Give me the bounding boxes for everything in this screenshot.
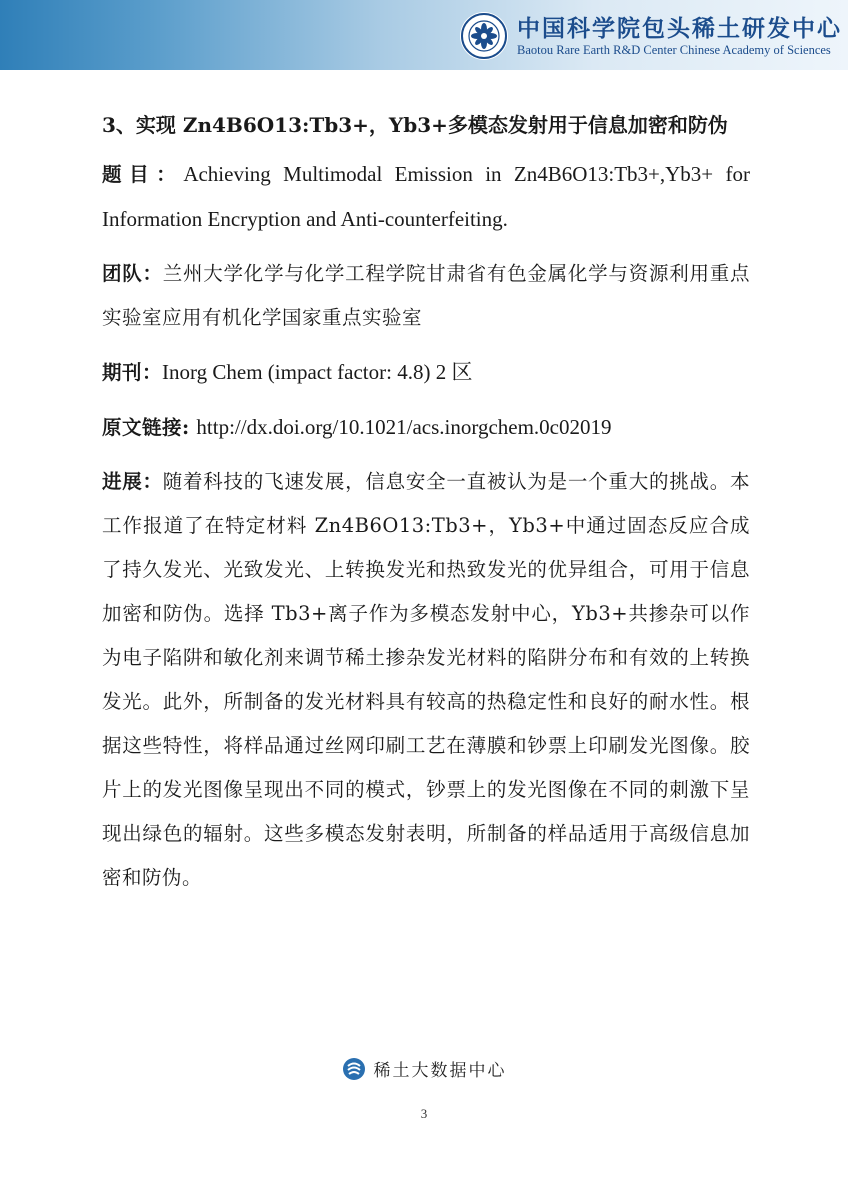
footer-brand xyxy=(0,1056,848,1081)
team-block xyxy=(102,252,750,340)
source-link-label: 原文链接: xyxy=(102,416,190,439)
progress-label: 进展： xyxy=(102,470,163,493)
org-logo xyxy=(459,10,842,62)
article-body xyxy=(102,102,750,910)
title-label: 题目： xyxy=(102,163,184,186)
org-name-chinese: 中国科学院包头稀土研发中心 xyxy=(517,14,842,42)
journal-value: Inorg Chem (impact factor: 4.8) 2 区 xyxy=(162,360,473,384)
article-title-block xyxy=(102,152,750,242)
journal-label: 期刊： xyxy=(102,361,163,384)
article-heading: 3、实现 Zn4B6O13:Tb3+，Yb3+多模态发射用于信息加密和防伪 xyxy=(102,113,728,137)
footer-brand-text: 稀土大数据中心 xyxy=(373,1061,507,1081)
journal-block xyxy=(102,350,750,395)
source-link-block xyxy=(102,405,750,450)
org-name-english: Baotou Rare Earth R&D Center Chinese Academy of Sciences xyxy=(517,42,831,57)
page-header-banner xyxy=(0,0,848,70)
source-link[interactable]: http://dx.doi.org/10.1021/acs.inorgchem.0c02019 xyxy=(196,415,612,439)
progress-block xyxy=(102,460,750,900)
cas-seal-icon xyxy=(459,11,509,61)
page-number: 3 xyxy=(420,1106,428,1121)
team-label: 团队： xyxy=(102,262,163,285)
rare-earth-data-logo-icon xyxy=(342,1057,366,1081)
title-value: Achieving Multimodal Emission in Zn4B6O13:Tb3+,Yb3+ for Information Encryption and Anti-counterfeiting. xyxy=(102,162,750,231)
team-value: 兰州大学化学与化学工程学院甘肃省有色金属化学与资源利用重点实验室应用有机化学国家重点实验室 xyxy=(102,262,750,329)
progress-text: 随着科技的飞速发展，信息安全一直被认为是一个重大的挑战。本工作报道了在特定材料 Zn4B6O13:Tb3+，Yb3+中通过固态反应合成了持久发光、光致发光、上转换发光和热致发光的优异组合，可用于信息加密和防伪。选择 Tb3+离子作为多模态发射中心，Yb3+共掺杂可以作为电子陷阱和敏化剂来调节稀土掺杂发光材料的陷阱分布和有效的上转换发光。此外，所制备的发光材料具有较高的热稳定性和良好的耐水性。根据这些特性，将样品通过丝网印刷工艺在薄膜和钞票上印刷发光图像。胶片上的发光图像呈现出不同的模式，钞票上的发光图像在不同的刺激下呈现出绿色的辐射。这些多模态发射表明，所制备的样品适用于高级信息加密和防伪。 xyxy=(102,470,750,889)
